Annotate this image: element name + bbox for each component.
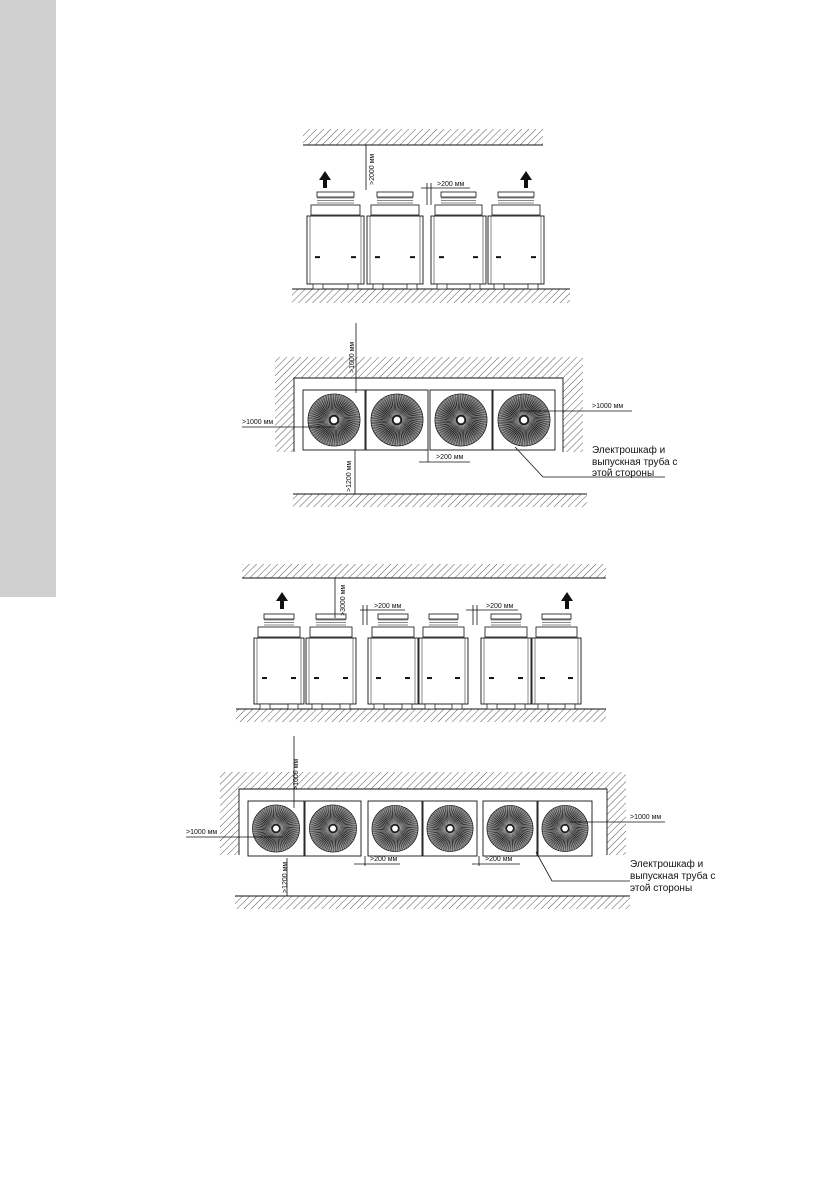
dim-right-clearance: >1000 мм bbox=[630, 814, 662, 821]
outdoor-unit bbox=[419, 614, 468, 709]
outdoor-unit bbox=[307, 192, 364, 289]
dim-right-clearance: >1000 мм bbox=[592, 403, 624, 410]
dim-left-clearance: >1000 мм bbox=[242, 419, 274, 426]
floor-2 bbox=[236, 709, 606, 722]
outdoor-unit bbox=[306, 614, 356, 709]
outdoor-unit bbox=[303, 390, 365, 450]
fan-icon bbox=[308, 394, 360, 446]
airflow-arrow-icon bbox=[319, 171, 331, 188]
note-line-2: выпускная труба с bbox=[630, 871, 716, 882]
fan-icon bbox=[310, 805, 357, 852]
airflow-arrow-icon bbox=[520, 171, 532, 188]
dim-front-clearance: >1200 мм bbox=[282, 861, 289, 893]
outdoor-units-plan bbox=[248, 801, 592, 856]
note-line-2: выпускная труба с bbox=[592, 457, 678, 468]
outdoor-unit bbox=[483, 801, 537, 856]
diagram2-side-view bbox=[236, 564, 606, 722]
outdoor-unit bbox=[430, 390, 492, 450]
outdoor-unit bbox=[305, 801, 361, 856]
outdoor-unit bbox=[366, 390, 428, 450]
outdoor-unit bbox=[532, 614, 581, 709]
outdoor-unit bbox=[431, 192, 486, 289]
note-line-3: этой стороны bbox=[630, 883, 693, 894]
dim-unit-gap: >200 мм bbox=[436, 454, 464, 461]
dim-rear-clearance: >1000 мм bbox=[349, 341, 356, 373]
fan-icon bbox=[542, 806, 588, 852]
wall-south-1 bbox=[293, 494, 587, 507]
outdoor-unit bbox=[481, 614, 531, 709]
dim-left-clearance: >1000 мм bbox=[186, 829, 218, 836]
dim-unit-gap: >200 мм bbox=[486, 603, 514, 610]
note-line-1: Электрошкаф и bbox=[592, 445, 666, 456]
note-line-1: Электрошкаф и bbox=[630, 859, 704, 870]
outdoor-unit bbox=[423, 801, 477, 856]
fan-icon bbox=[372, 806, 418, 852]
fan-icon bbox=[487, 806, 533, 852]
dim-top-clearance: >3000 мм bbox=[340, 584, 347, 616]
outdoor-unit bbox=[538, 801, 592, 856]
dim-unit-gap: >200 мм bbox=[370, 856, 398, 863]
fan-icon bbox=[253, 805, 300, 852]
dim-unit-gap: >200 мм bbox=[374, 603, 402, 610]
diagram1-plan-view bbox=[242, 323, 677, 507]
outdoor-unit bbox=[368, 614, 418, 709]
dim-front-clearance: >1200 мм bbox=[346, 460, 353, 492]
outdoor-unit bbox=[488, 192, 544, 289]
ceiling-2 bbox=[242, 564, 606, 578]
airflow-arrow-icon bbox=[561, 592, 573, 609]
dim-top-clearance: >2000 мм bbox=[369, 153, 376, 185]
outdoor-unit bbox=[248, 801, 304, 856]
airflow-arrow-icon bbox=[276, 592, 288, 609]
fan-icon bbox=[371, 394, 423, 446]
outdoor-unit bbox=[368, 801, 422, 856]
outdoor-unit bbox=[493, 390, 555, 450]
outdoor-units-row bbox=[307, 192, 544, 289]
note-line-3: этой стороны bbox=[592, 468, 655, 479]
fan-icon bbox=[435, 394, 487, 446]
fan-icon bbox=[498, 394, 550, 446]
outdoor-unit bbox=[254, 614, 304, 709]
diagram1-side-view bbox=[292, 129, 570, 303]
diagram2-plan-view bbox=[186, 736, 715, 909]
fan-icon bbox=[427, 806, 473, 852]
wall-south-2 bbox=[235, 896, 630, 909]
dim-unit-gap: >200 мм bbox=[485, 856, 513, 863]
outdoor-units-row bbox=[254, 614, 581, 709]
dim-rear-clearance: >1000 мм bbox=[293, 758, 300, 790]
dim-unit-gap: >200 мм bbox=[437, 181, 465, 188]
ceiling-1 bbox=[303, 129, 543, 145]
outdoor-unit bbox=[367, 192, 423, 289]
floor-1 bbox=[292, 289, 570, 303]
outdoor-units-plan bbox=[303, 390, 555, 450]
